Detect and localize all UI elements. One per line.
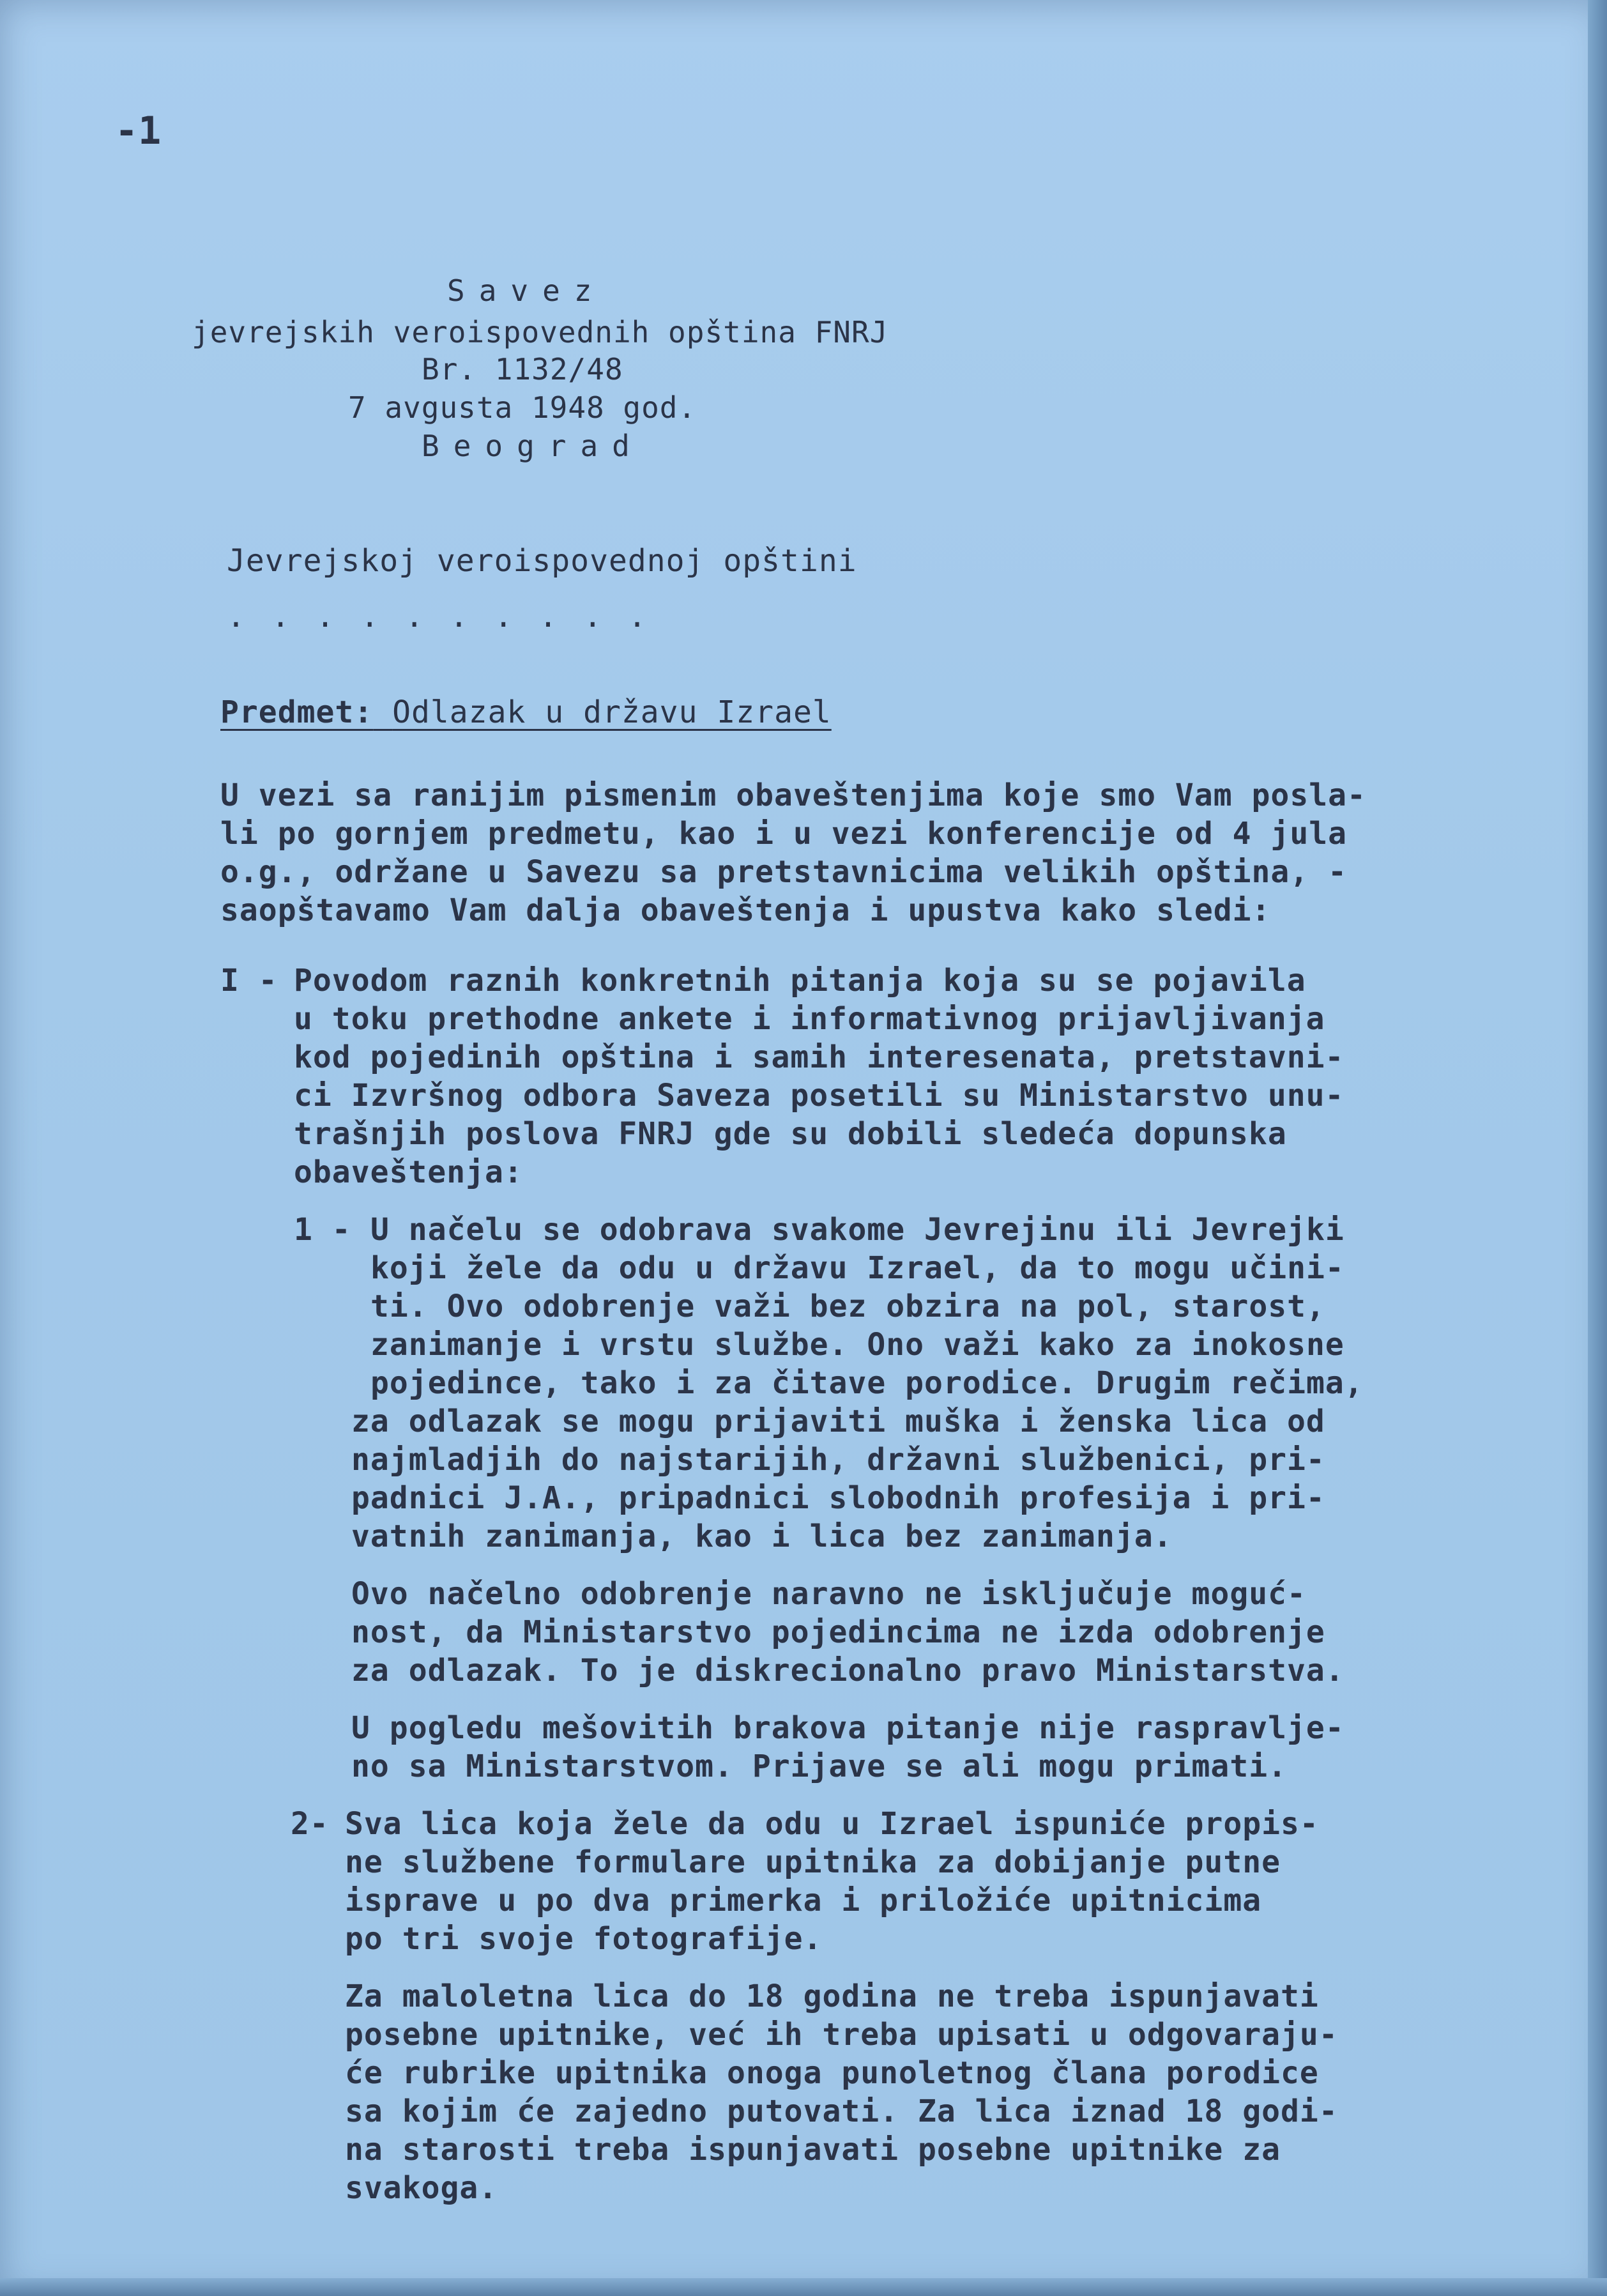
recipient-placeholder-dots: . . . . . . . . . . <box>227 599 651 634</box>
item-2-para2-line: Za maloletna lica do 18 godina ne treba ispunjavati <box>345 1978 1319 2014</box>
item-2-para2-line: svakoga. <box>345 2170 498 2206</box>
org-name-line1: Savez <box>447 273 606 308</box>
item-1-line: pojedince, tako i za čitave porodice. Drugim rečima, <box>370 1365 1364 1401</box>
item-1-line: U načelu se odobrava svakome Jevrejinu ili Jevrejki <box>370 1212 1344 1248</box>
reference-number: Br. 1132/48 <box>422 352 623 386</box>
section-I-line: obaveštenja: <box>294 1154 523 1190</box>
item-1-para2-line: nost, da Ministarstvo pojedincima ne izda odobrenje <box>351 1614 1325 1650</box>
subject-label: Predmet: <box>220 694 374 730</box>
section-I-line: Povodom raznih konkretnih pitanja koja su se pojavila <box>294 963 1306 999</box>
intro-line: U vezi sa ranijim pismenim obaveštenjima koje smo Vam posla- <box>220 777 1366 813</box>
intro-line: saopštavamo Vam dalja obaveštenja i upustva kako sledi: <box>220 892 1271 928</box>
item-1-line: koji žele da odu u državu Izrael, da to mogu učini- <box>370 1250 1344 1286</box>
item-1-para3-line: no sa Ministarstvom. Prijave se ali mogu primati. <box>351 1749 1288 1784</box>
page-number-mark: -1 <box>115 109 162 153</box>
letter-date: 7 avgusta 1948 god. <box>348 390 697 425</box>
page-edge-right <box>1588 0 1607 2296</box>
item-2-line: po tri svoje fotografije. <box>345 1921 823 1957</box>
letter-city: Beograd <box>422 429 644 463</box>
item-2-marker: 2- <box>291 1806 329 1842</box>
item-1-line: najmladjih do najstarijih, državni službenici, pri- <box>351 1442 1325 1478</box>
recipient-name: Jevrejskoj veroispovednoj opštini <box>227 543 857 579</box>
item-1-line: padnici J.A., pripadnici slobodnih profesija i pri- <box>351 1480 1325 1516</box>
org-name-line2: jevrejskih veroispovednih opština FNRJ <box>192 315 888 349</box>
item-1-para3-line: U pogledu mešovitih brakova pitanje nije raspravlje- <box>351 1710 1344 1746</box>
page-edge-bottom <box>0 2278 1607 2296</box>
section-I-line: ci Izvršnog odbora Saveza posetili su Ministarstvo unu- <box>294 1078 1344 1114</box>
item-1-para2-line: Ovo načelno odobrenje naravno ne isključuje moguć- <box>351 1576 1306 1612</box>
section-I-marker: I - <box>220 963 278 999</box>
item-1-line: vatnih zanimanja, kao i lica bez zanimanja. <box>351 1519 1173 1554</box>
item-2-line: ne službene formulare upitnika za dobijanje putne <box>345 1844 1281 1880</box>
item-2-para2-line: će rubrike upitnika onoga punoletnog člana porodice <box>345 2055 1319 2091</box>
item-1-line: za odlazak se mogu prijaviti muška i ženska lica od <box>351 1404 1325 1439</box>
section-I-line: kod pojedinih opština i samih interesenata, pretstavni- <box>294 1039 1344 1075</box>
intro-line: li po gornjem predmetu, kao i u vezi konferencije od 4 jula <box>220 816 1348 852</box>
item-1-marker: 1 - <box>294 1212 351 1248</box>
item-1-line: zanimanje i vrstu službe. Ono važi kako za inokosne <box>370 1327 1344 1363</box>
intro-line: o.g., održane u Savezu sa pretstavnicima velikih opština, - <box>220 854 1348 890</box>
item-2-line: Sva lica koja žele da odu u Izrael ispuniće propis- <box>345 1806 1319 1842</box>
item-2-line: isprave u po dva primerka i priložiće upitnicima <box>345 1883 1262 1918</box>
subject-text: Odlazak u državu Izrael <box>392 694 832 730</box>
item-2-para2-line: posebne upitnike, već ih treba upisati u odgovaraju- <box>345 2017 1338 2053</box>
item-1-para2-line: za odlazak. To je diskrecionalno pravo Ministarstva. <box>351 1653 1344 1688</box>
item-2-para2-line: na starosti treba ispunjavati posebne upitnike za <box>345 2132 1281 2168</box>
item-2-para2-line: sa kojim će zajedno putovati. Za lica iznad 18 godi- <box>345 2093 1338 2129</box>
section-I-line: u toku prethodne ankete i informativnog prijavljivanja <box>294 1001 1325 1037</box>
section-I-line: trašnjih poslova FNRJ gde su dobili sledeća dopunska <box>294 1116 1287 1152</box>
item-1-line: ti. Ovo odobrenje važi bez obzira na pol, starost, <box>370 1289 1325 1324</box>
